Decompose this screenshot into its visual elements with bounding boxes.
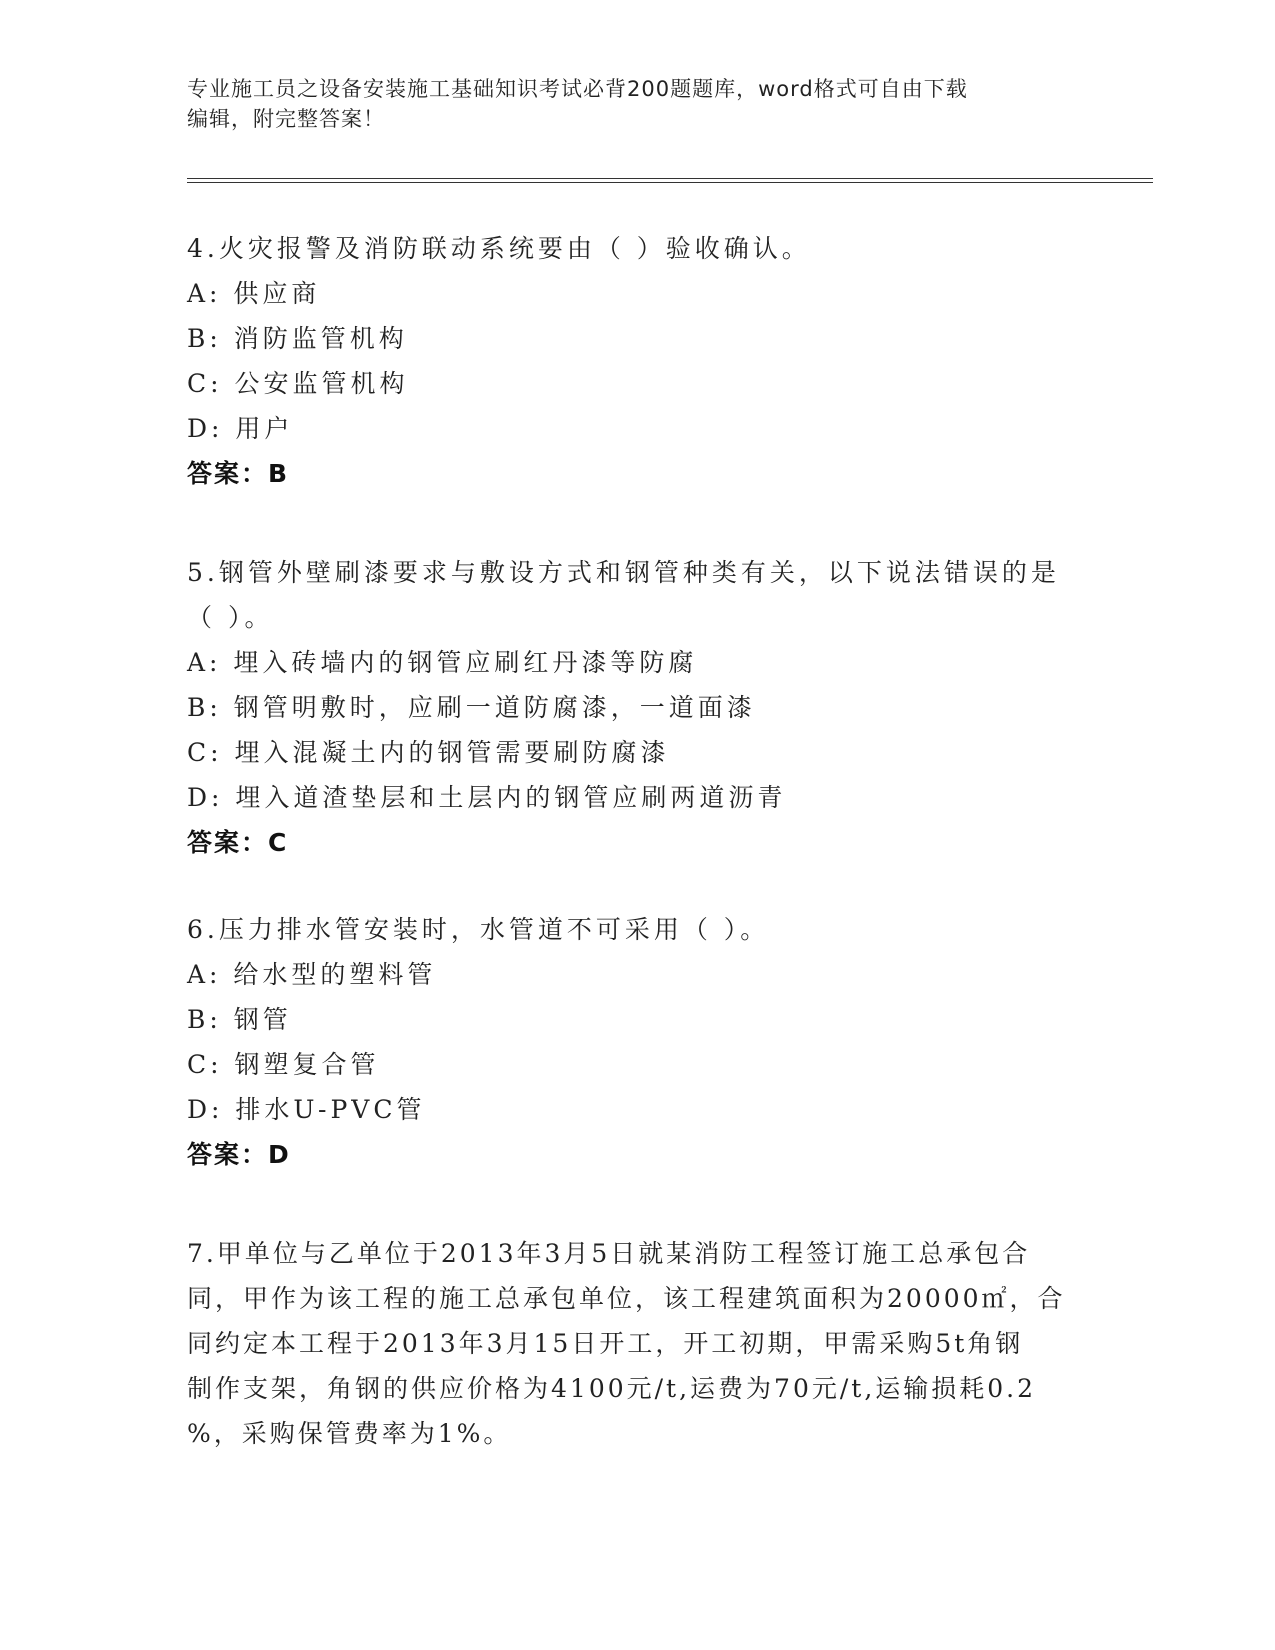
question-stem-line-2: 同，甲作为该工程的施工总承包单位，该工程建筑面积为20000㎡，合 [187,1284,1066,1313]
header-divider-bottom [187,182,1153,183]
option-c: C: 公安监管机构 [187,369,409,398]
question-6 [187,907,1087,1178]
question-stem-line-2: （ ）。 [187,603,274,632]
option-c: C: 埋入混凝土内的钢管需要刷防腐漆 [187,738,670,767]
option-d: D: 埋入道渣垫层和土层内的钢管应刷两道沥青 [187,783,787,812]
question-stem: 4.火灾报警及消防联动系统要由（ ）验收确认。 [187,234,811,263]
question-stem: 6.压力排水管安装时，水管道不可采用（ ）。 [187,915,770,944]
option-c: C: 钢塑复合管 [187,1050,380,1079]
answer: 答案：D [187,1140,291,1169]
question-stem-line-4: 制作支架，角钢的供应价格为4100元/t,运费为70元/t,运输损耗0.2 [187,1374,1037,1403]
header-line-2: 编辑，附完整答案！ [187,107,385,131]
answer: 答案：B [187,459,290,488]
option-b: B: 钢管明敷时，应刷一道防腐漆，一道面漆 [187,693,756,722]
question-4 [187,226,1087,497]
option-b: B: 钢管 [187,1005,292,1034]
question-stem-line-5: %，采购保管费率为1%。 [187,1419,512,1448]
option-d: D: 排水U-PVC管 [187,1095,426,1124]
question-stem-line-3: 同约定本工程于2013年3月15日开工，开工初期，甲需采购5t角钢 [187,1329,1024,1358]
option-a: A: 供应商 [187,279,321,308]
document-header [187,74,1067,134]
option-a: A: 给水型的塑料管 [187,960,437,989]
question-stem-line-1: 7.甲单位与乙单位于2013年3月5日就某消防工程签订施工总承包合 [187,1239,1031,1268]
option-b: B: 消防监管机构 [187,324,408,353]
option-d: D: 用户 [187,414,294,443]
header-line-1: 专业施工员之设备安装施工基础知识考试必背200题题库，word格式可自由下载 [187,77,968,101]
answer: 答案：C [187,828,289,857]
question-stem-line-1: 5.钢管外壁刷漆要求与敷设方式和钢管种类有关，以下说法错误的是 [187,558,1060,587]
question-5 [187,550,1087,866]
option-a: A: 埋入砖墙内的钢管应刷红丹漆等防腐 [187,648,698,677]
header-divider-top [187,178,1153,179]
question-7 [187,1231,1087,1456]
